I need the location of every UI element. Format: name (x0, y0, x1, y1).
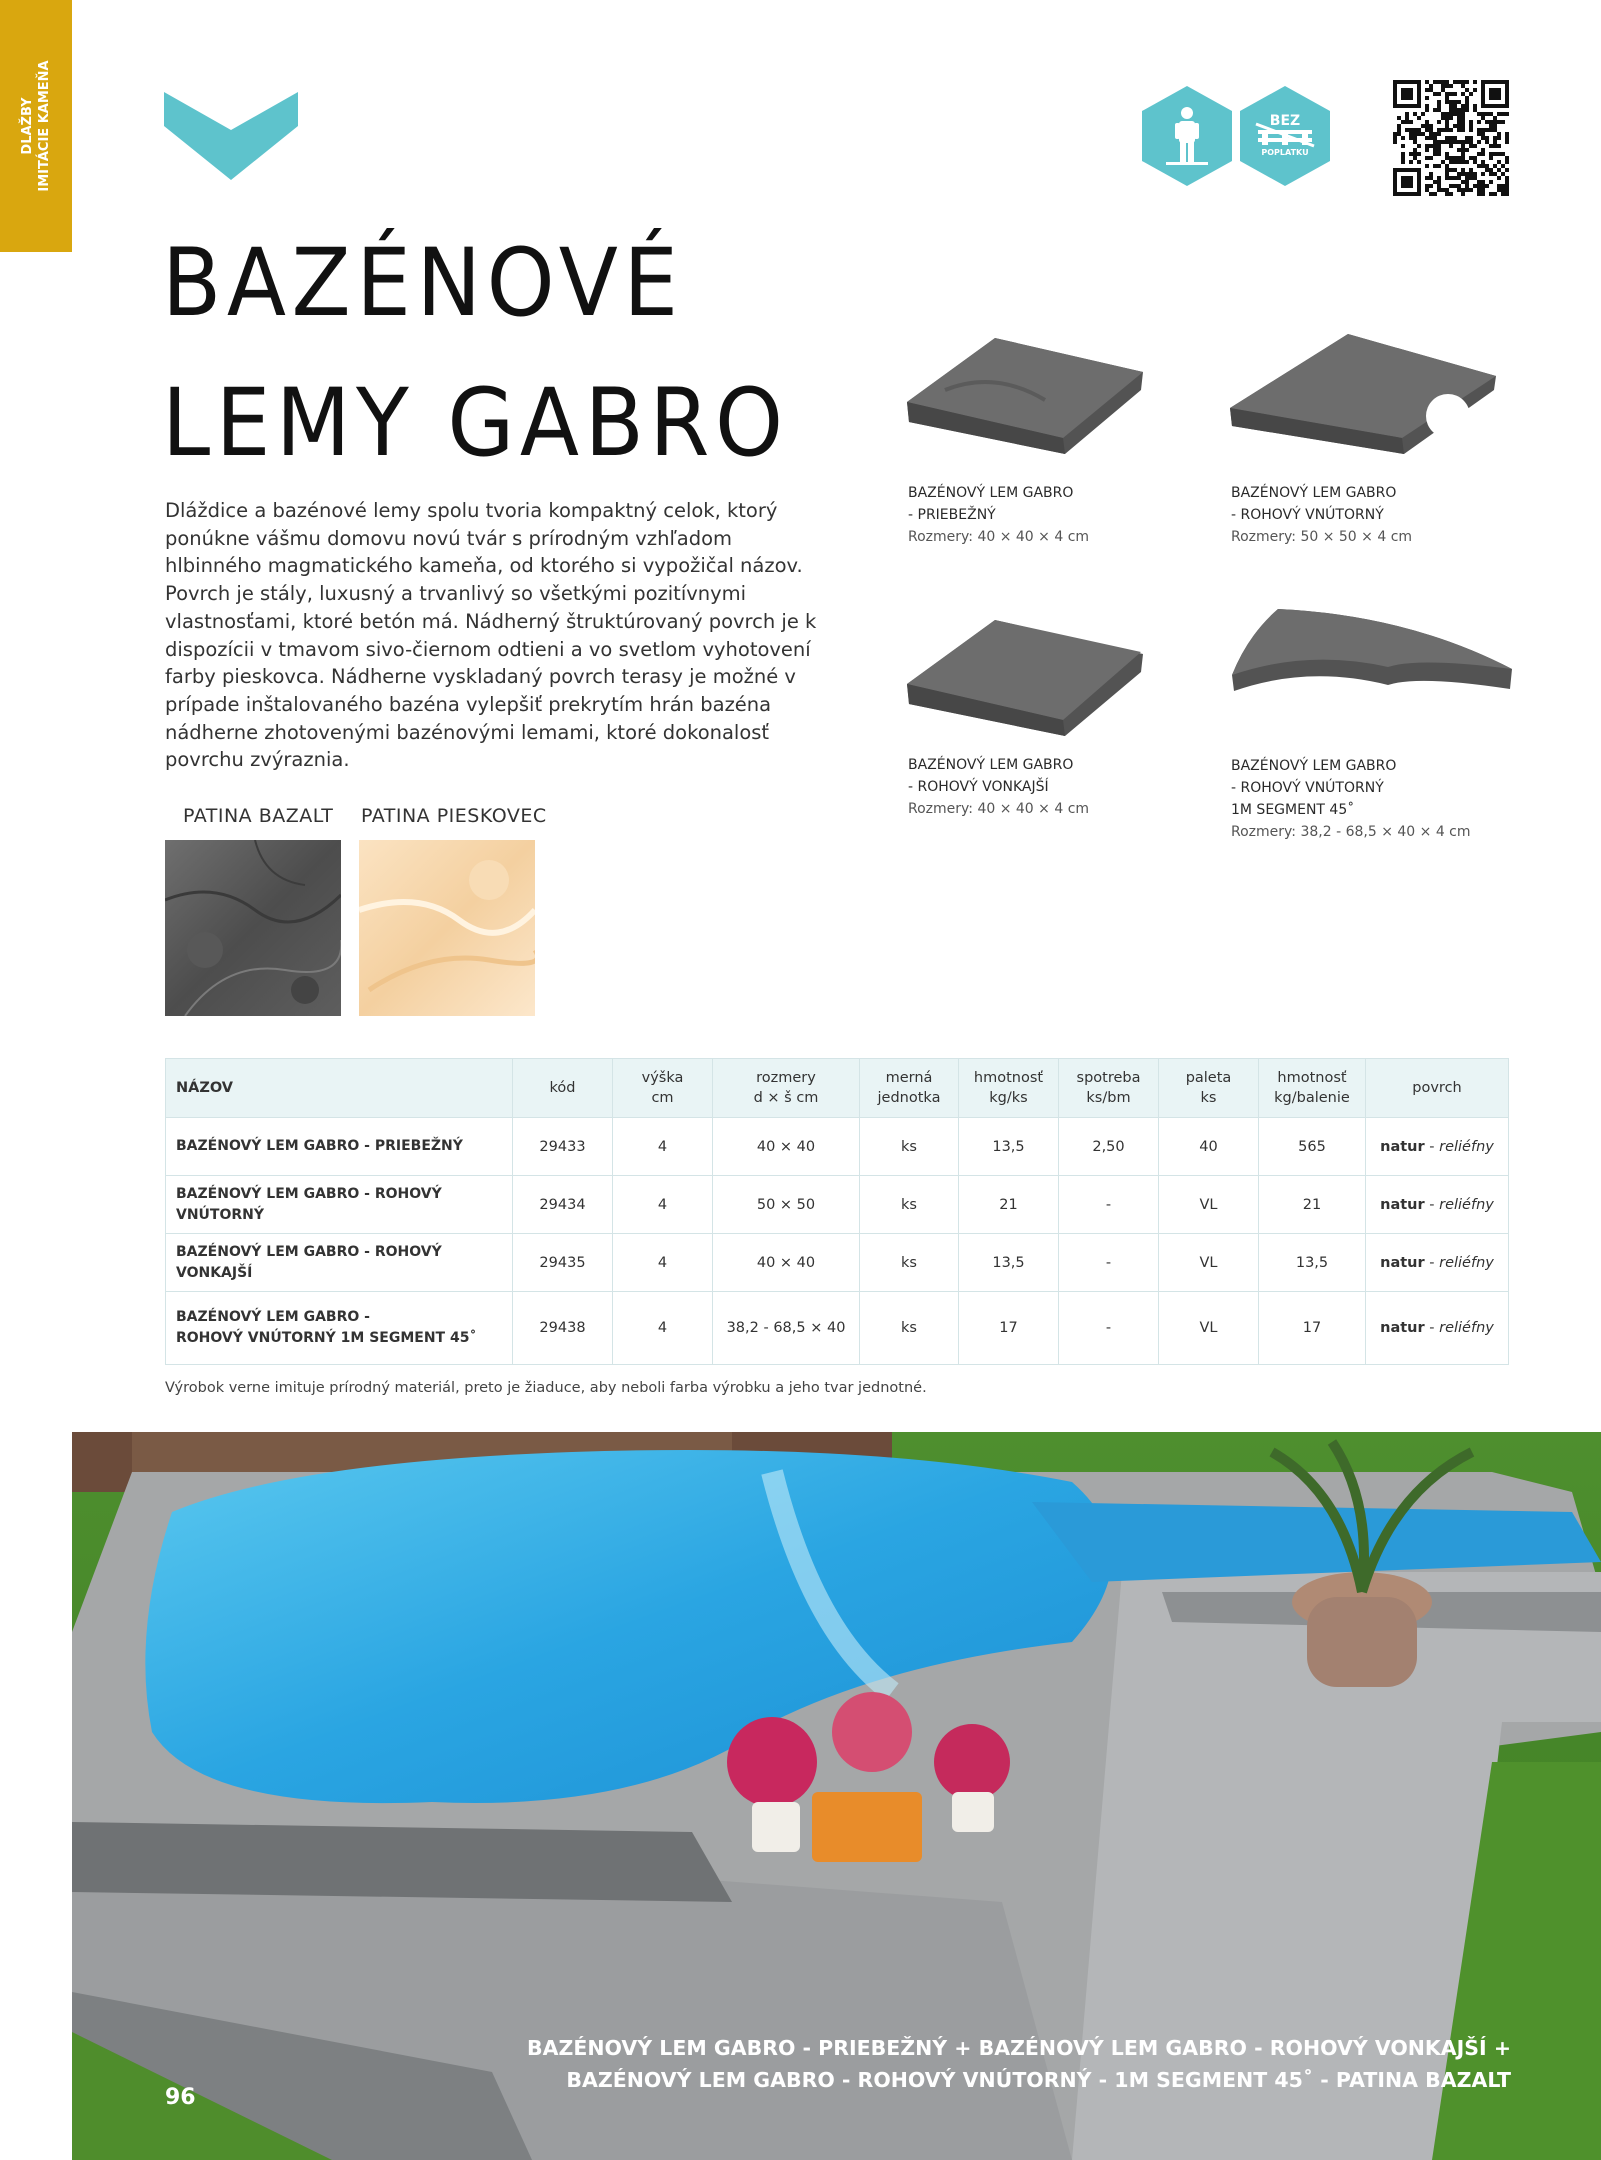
povrch-finish: natur (1380, 1320, 1425, 1336)
table-cell-povrch (1366, 1292, 1509, 1365)
table-header: paleta ks (1159, 1059, 1259, 1118)
table-header: hmotnosť kg/balenie (1259, 1059, 1366, 1118)
table-cell: - (1059, 1292, 1159, 1365)
table-cell: ks (860, 1292, 959, 1365)
intro-paragraph: Dláždice a bazénové lemy spolu tvoria kompaktný celok, ktorý ponúkne vášmu domovu novú tvár s prírodným vzhľadom hlbinného magmatického kameňa, od ktorého si vypožičal názov. Povrch je stály, luxusný a trvanlivý so všetkými pozitívnymi vlastnosťami, ktoré betón má. Nádherný štruktúrovaný povrch je k dispozícii v tmavom sivo-čiernom odtieni a vo svetlom vyhotovení farby pieskovca. Nádherne vyskladaný povrch terasy je možné v prípade inštalovaného bazéna vylepšiť prekrytím hrán bazéna nádherne zhotovenými bazénovými lemami, ktoré dokonalosť povrchu zvýraznia. (165, 499, 817, 772)
table-cell: - (1059, 1234, 1159, 1292)
table-cell-name: BAZÉNOVÝ LEM GABRO - ROHOVÝ VNÚTORNÝ 1M SEGMENT 45˚ (166, 1292, 513, 1365)
povrch-texture: reliéfny (1439, 1254, 1494, 1271)
badge-label-top: BEZ (1269, 113, 1301, 129)
table-cell: 4 (613, 1292, 713, 1365)
povrch-finish: natur (1380, 1196, 1425, 1213)
table-cell: 29434 (513, 1176, 613, 1234)
title-line-1: BAZÉNOVÉ (162, 229, 684, 338)
section-tab-label (19, 60, 53, 191)
table-cell: 40 × 40 (713, 1118, 860, 1176)
table-cell-povrch (1366, 1234, 1509, 1292)
table-row (166, 1234, 1509, 1292)
product-name: BAZÉNOVÝ LEM GABRO - ROHOVÝ VNÚTORNÝ (1231, 485, 1397, 523)
product-caption-priebezny (908, 482, 1089, 548)
title-line-2: LEMY GABRO (162, 369, 789, 478)
table-cell: 13,5 (959, 1118, 1059, 1176)
table-cell: 29435 (513, 1234, 613, 1292)
product-image-segment-45 (1228, 605, 1514, 705)
table-cell: 13,5 (959, 1234, 1059, 1292)
table-cell: 2,50 (1059, 1118, 1159, 1176)
table-cell: 29433 (513, 1118, 613, 1176)
table-cell-name: BAZÉNOVÝ LEM GABRO - PRIEBEŽNÝ (166, 1118, 513, 1176)
table-cell: 40 (1159, 1118, 1259, 1176)
chevron-logo-icon (164, 92, 298, 180)
free-of-charge-badge (1240, 86, 1330, 186)
page-title (162, 214, 789, 494)
badge-label-bottom: POPLATKU (1261, 148, 1309, 157)
table-row (166, 1118, 1509, 1176)
table-cell: 565 (1259, 1118, 1366, 1176)
swatch-bazalt (165, 840, 341, 1016)
product-name: BAZÉNOVÝ LEM GABRO - ROHOVÝ VNÚTORNÝ 1M SEGMENT 45˚ (1231, 758, 1397, 818)
table-header: rozmery d × š cm (713, 1059, 860, 1118)
table-cell: 29438 (513, 1292, 613, 1365)
table-cell: ks (860, 1234, 959, 1292)
product-dimensions: Rozmery: 38,2 - 68,5 × 40 × 4 cm (1231, 824, 1471, 840)
povrch-finish: natur (1380, 1138, 1425, 1155)
table-cell: 21 (959, 1176, 1059, 1234)
table-header: spotreba ks/bm (1059, 1059, 1159, 1118)
table-cell: 4 (613, 1176, 713, 1234)
product-name: BAZÉNOVÝ LEM GABRO - PRIEBEŽNÝ (908, 485, 1074, 523)
table-cell: ks (860, 1176, 959, 1234)
table-header: výška cm (613, 1059, 713, 1118)
table-header: NÁZOV (166, 1059, 513, 1118)
table-cell: 4 (613, 1118, 713, 1176)
pedestrian-icon (1142, 86, 1232, 186)
product-dimensions: Rozmery: 40 × 40 × 4 cm (908, 529, 1090, 545)
table-cell: 17 (959, 1292, 1059, 1365)
povrch-separator: - (1424, 1138, 1440, 1155)
povrch-separator: - (1424, 1254, 1440, 1271)
table-cell-povrch (1366, 1118, 1509, 1176)
swatch-label-pieskovec: PATINA PIESKOVEC (361, 805, 547, 827)
povrch-texture: reliéfny (1439, 1320, 1494, 1336)
product-caption-segment-45 (1231, 755, 1471, 843)
table-row (166, 1292, 1509, 1365)
section-tab-line1: DLAŽBY (20, 97, 35, 155)
page-number: 96 (165, 2085, 196, 2110)
disclaimer-note: Výrobok verne imituje prírodný materiál, preto je žiaduce, aby neboli farba výrobku a jeho tvar jednotné. (165, 1380, 927, 1396)
table-cell: VL (1159, 1234, 1259, 1292)
photo-caption-line-1: BAZÉNOVÝ LEM GABRO - PRIEBEŽNÝ + BAZÉNOVÝ LEM GABRO - ROHOVÝ VONKAJŠÍ + (527, 2036, 1511, 2060)
product-caption-rohovy-vonkajsi (908, 754, 1089, 820)
product-name: BAZÉNOVÝ LEM GABRO - ROHOVÝ VONKAJŠÍ (908, 757, 1074, 795)
table-cell: 50 × 50 (713, 1176, 860, 1234)
povrch-separator: - (1424, 1320, 1440, 1336)
table-header: merná jednotka (860, 1059, 959, 1118)
photo-caption (527, 2032, 1511, 2096)
table-cell-povrch (1366, 1176, 1509, 1234)
povrch-texture: reliéfny (1439, 1138, 1494, 1155)
product-dimensions: Rozmery: 50 × 50 × 4 cm (1231, 529, 1413, 545)
product-image-priebezny (905, 330, 1145, 460)
table-cell: - (1059, 1176, 1159, 1234)
table-cell: 21 (1259, 1176, 1366, 1234)
section-tab (0, 0, 72, 252)
table-header: kód (513, 1059, 613, 1118)
table-cell: 4 (613, 1234, 713, 1292)
table-cell: 38,2 - 68,5 × 40 (713, 1292, 860, 1365)
table-cell: ks (860, 1118, 959, 1176)
table-header: povrch (1366, 1059, 1509, 1118)
product-image-rohovy-vonkajsi (905, 612, 1145, 742)
photo-caption-line-2: BAZÉNOVÝ LEM GABRO - ROHOVÝ VNÚTORNÝ - 1M SEGMENT 45˚ - PATINA BAZALT (566, 2068, 1511, 2092)
table-header-row (166, 1059, 1509, 1118)
table-cell: VL (1159, 1176, 1259, 1234)
table-cell: VL (1159, 1292, 1259, 1365)
table-cell: 40 × 40 (713, 1234, 860, 1292)
spec-table (165, 1058, 1509, 1365)
table-cell-name: BAZÉNOVÝ LEM GABRO - ROHOVÝ VNÚTORNÝ (166, 1176, 513, 1234)
product-dimensions: Rozmery: 40 × 40 × 4 cm (908, 801, 1090, 817)
product-image-rohovy-vnutorny (1228, 330, 1498, 460)
table-cell: 17 (1259, 1292, 1366, 1365)
table-cell: 13,5 (1259, 1234, 1366, 1292)
table-header: hmotnosť kg/ks (959, 1059, 1059, 1118)
povrch-separator: - (1424, 1196, 1440, 1213)
section-tab-line2: IMITÁCIE KAMEŇA (37, 60, 52, 192)
povrch-finish: natur (1380, 1254, 1425, 1271)
walkable-badge (1142, 86, 1232, 186)
swatch-label-bazalt: PATINA BAZALT (183, 805, 334, 827)
product-caption-rohovy-vnutorny (1231, 482, 1412, 548)
qr-code-icon[interactable] (1393, 80, 1509, 196)
table-cell-name: BAZÉNOVÝ LEM GABRO - ROHOVÝ VONKAJŠÍ (166, 1234, 513, 1292)
povrch-texture: reliéfny (1439, 1196, 1494, 1213)
pallet-icon (1240, 86, 1330, 186)
swatch-pieskovec (359, 840, 535, 1016)
table-row (166, 1176, 1509, 1234)
